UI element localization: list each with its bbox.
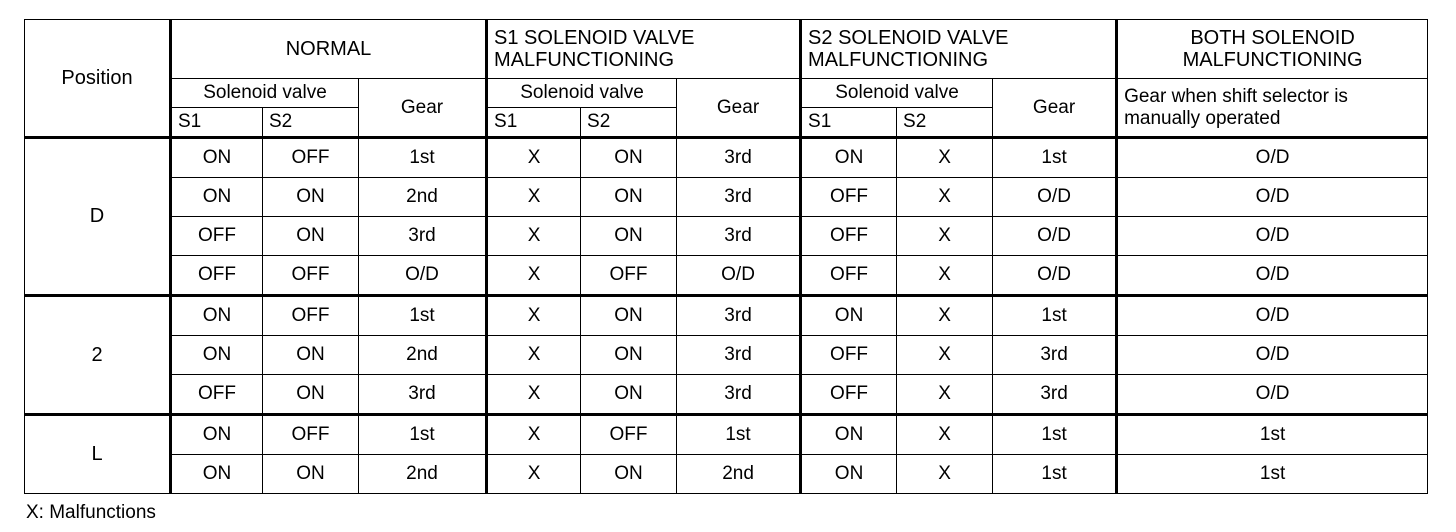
s1-fault-s2-cell: ON <box>581 455 677 494</box>
both-fault-gear-cell: O/D <box>1117 375 1428 415</box>
normal-s2-cell: ON <box>263 455 359 494</box>
s2-fault-s2-cell: X <box>897 415 993 455</box>
table-row <box>25 178 1428 217</box>
s1-fault-s2-cell: OFF <box>581 415 677 455</box>
gear-subheader: Gear <box>359 79 487 138</box>
gear-subheader: Gear <box>993 79 1117 138</box>
manual-operation-line: Gear when shift selector is <box>1124 86 1348 108</box>
s1-fault-gear-cell: 2nd <box>677 455 801 494</box>
normal-s1-cell: OFF <box>171 217 263 256</box>
s1-fault-s2-cell: OFF <box>581 256 677 296</box>
s1-fault-s2-cell: ON <box>581 296 677 336</box>
solenoid-valve-subheader: Solenoid valve <box>801 79 993 108</box>
s2-fault-s2-cell: X <box>897 296 993 336</box>
both-fault-gear-cell: O/D <box>1117 178 1428 217</box>
table-row <box>25 138 1428 178</box>
solenoid-valve-table <box>24 19 1428 494</box>
normal-gear-cell: O/D <box>359 256 487 296</box>
group-header <box>487 20 801 79</box>
normal-s2-cell: OFF <box>263 415 359 455</box>
normal-s2-cell: ON <box>263 336 359 375</box>
s2-fault-s2-cell: X <box>897 375 993 415</box>
s2-fault-s1-cell: OFF <box>801 375 897 415</box>
group-header-line: NORMAL <box>285 37 372 60</box>
s2-fault-s1-cell: OFF <box>801 256 897 296</box>
normal-s1-cell: OFF <box>171 375 263 415</box>
s1-fault-gear-cell: 1st <box>677 415 801 455</box>
s1-fault-gear-cell: 3rd <box>677 217 801 256</box>
normal-s2-cell: ON <box>263 217 359 256</box>
normal-gear-cell: 1st <box>359 296 487 336</box>
both-fault-gear-cell: O/D <box>1117 138 1428 178</box>
s2-fault-gear-cell: 3rd <box>993 336 1117 375</box>
s1-fault-s1-cell: X <box>487 375 581 415</box>
both-fault-gear-cell: O/D <box>1117 296 1428 336</box>
group-header-line: MALFUNCTIONING <box>1182 49 1363 71</box>
s2-fault-gear-cell: 1st <box>993 455 1117 494</box>
normal-gear-cell: 2nd <box>359 336 487 375</box>
s1-fault-s2-cell: ON <box>581 178 677 217</box>
normal-s1-cell: ON <box>171 415 263 455</box>
normal-s1-cell: ON <box>171 296 263 336</box>
both-fault-gear-cell: O/D <box>1117 336 1428 375</box>
s2-fault-s1-cell: ON <box>801 455 897 494</box>
gear-subheader: Gear <box>677 79 801 138</box>
s1-fault-s1-cell: X <box>487 415 581 455</box>
group-header-line: S1 SOLENOID VALVE <box>494 26 695 49</box>
solenoid-valve-table-container <box>24 19 1428 494</box>
position-label: L <box>25 415 171 494</box>
s2-fault-gear-cell: O/D <box>993 217 1117 256</box>
normal-gear-cell: 3rd <box>359 375 487 415</box>
normal-s1-cell: ON <box>171 138 263 178</box>
group-header <box>801 20 1117 79</box>
s2-fault-s1-cell: OFF <box>801 178 897 217</box>
group-header-line: S2 SOLENOID VALVE <box>808 26 1009 49</box>
table-row <box>25 375 1428 415</box>
s1-fault-gear-cell: 3rd <box>677 336 801 375</box>
s2-fault-gear-cell: O/D <box>993 178 1117 217</box>
s2-fault-s2-cell: X <box>897 336 993 375</box>
s1-fault-gear-cell: 3rd <box>677 375 801 415</box>
s2-fault-s2-cell: X <box>897 138 993 178</box>
s1-fault-s1-cell: X <box>487 138 581 178</box>
position-header: Position <box>25 20 171 138</box>
position-label: D <box>25 138 171 296</box>
s2-fault-gear-cell: 1st <box>993 296 1117 336</box>
s1-fault-gear-cell: 3rd <box>677 178 801 217</box>
s1-fault-s1-cell: X <box>487 217 581 256</box>
s2-fault-s1-cell: ON <box>801 415 897 455</box>
manual-operation-subheader <box>1117 79 1428 138</box>
group-header <box>171 20 487 79</box>
s1-header: S1 <box>487 108 581 138</box>
table-row <box>25 336 1428 375</box>
normal-gear-cell: 2nd <box>359 455 487 494</box>
s1-fault-s2-cell: ON <box>581 138 677 178</box>
s2-fault-gear-cell: 1st <box>993 415 1117 455</box>
s2-fault-s1-cell: ON <box>801 138 897 178</box>
group-header-line: MALFUNCTIONING <box>808 49 989 71</box>
s1-fault-s2-cell: ON <box>581 217 677 256</box>
s1-fault-s2-cell: ON <box>581 336 677 375</box>
s2-fault-s1-cell: ON <box>801 296 897 336</box>
s1-fault-gear-cell: 3rd <box>677 296 801 336</box>
normal-gear-cell: 1st <box>359 415 487 455</box>
table-row <box>25 256 1428 296</box>
s2-fault-gear-cell: 3rd <box>993 375 1117 415</box>
normal-s2-cell: OFF <box>263 296 359 336</box>
normal-gear-cell: 1st <box>359 138 487 178</box>
normal-gear-cell: 2nd <box>359 178 487 217</box>
s1-fault-gear-cell: 3rd <box>677 138 801 178</box>
s1-header: S1 <box>801 108 897 138</box>
table-row <box>25 217 1428 256</box>
normal-gear-cell: 3rd <box>359 217 487 256</box>
normal-s1-cell: OFF <box>171 256 263 296</box>
both-fault-gear-cell: O/D <box>1117 256 1428 296</box>
s2-fault-s2-cell: X <box>897 217 993 256</box>
s2-fault-s2-cell: X <box>897 178 993 217</box>
s1-fault-s1-cell: X <box>487 455 581 494</box>
table-row <box>25 455 1428 494</box>
s2-header: S2 <box>897 108 993 138</box>
s1-fault-s1-cell: X <box>487 296 581 336</box>
footnote: X: Malfunctions <box>26 502 156 523</box>
s2-header: S2 <box>263 108 359 138</box>
s1-header: S1 <box>171 108 263 138</box>
normal-s2-cell: ON <box>263 178 359 217</box>
s1-fault-s1-cell: X <box>487 336 581 375</box>
normal-s2-cell: OFF <box>263 138 359 178</box>
s1-fault-gear-cell: O/D <box>677 256 801 296</box>
table-row <box>25 415 1428 455</box>
s2-fault-gear-cell: 1st <box>993 138 1117 178</box>
table-body <box>25 20 1428 494</box>
both-fault-gear-cell: 1st <box>1117 415 1428 455</box>
s2-header: S2 <box>581 108 677 138</box>
group-header <box>1117 20 1428 79</box>
normal-s2-cell: OFF <box>263 256 359 296</box>
normal-s2-cell: ON <box>263 375 359 415</box>
table-row <box>25 296 1428 336</box>
solenoid-valve-subheader: Solenoid valve <box>487 79 677 108</box>
normal-s1-cell: ON <box>171 178 263 217</box>
position-label: 2 <box>25 296 171 415</box>
s2-fault-s2-cell: X <box>897 256 993 296</box>
normal-s1-cell: ON <box>171 455 263 494</box>
group-header-line: MALFUNCTIONING <box>494 49 675 71</box>
s2-fault-s1-cell: OFF <box>801 336 897 375</box>
s2-fault-s1-cell: OFF <box>801 217 897 256</box>
both-fault-gear-cell: 1st <box>1117 455 1428 494</box>
group-header-line: BOTH SOLENOID <box>1190 26 1355 49</box>
s1-fault-s2-cell: ON <box>581 375 677 415</box>
s2-fault-gear-cell: O/D <box>993 256 1117 296</box>
both-fault-gear-cell: O/D <box>1117 217 1428 256</box>
s1-fault-s1-cell: X <box>487 256 581 296</box>
s1-fault-s1-cell: X <box>487 178 581 217</box>
s2-fault-s2-cell: X <box>897 455 993 494</box>
manual-operation-line: manually operated <box>1124 107 1281 129</box>
normal-s1-cell: ON <box>171 336 263 375</box>
solenoid-valve-subheader: Solenoid valve <box>171 79 359 108</box>
